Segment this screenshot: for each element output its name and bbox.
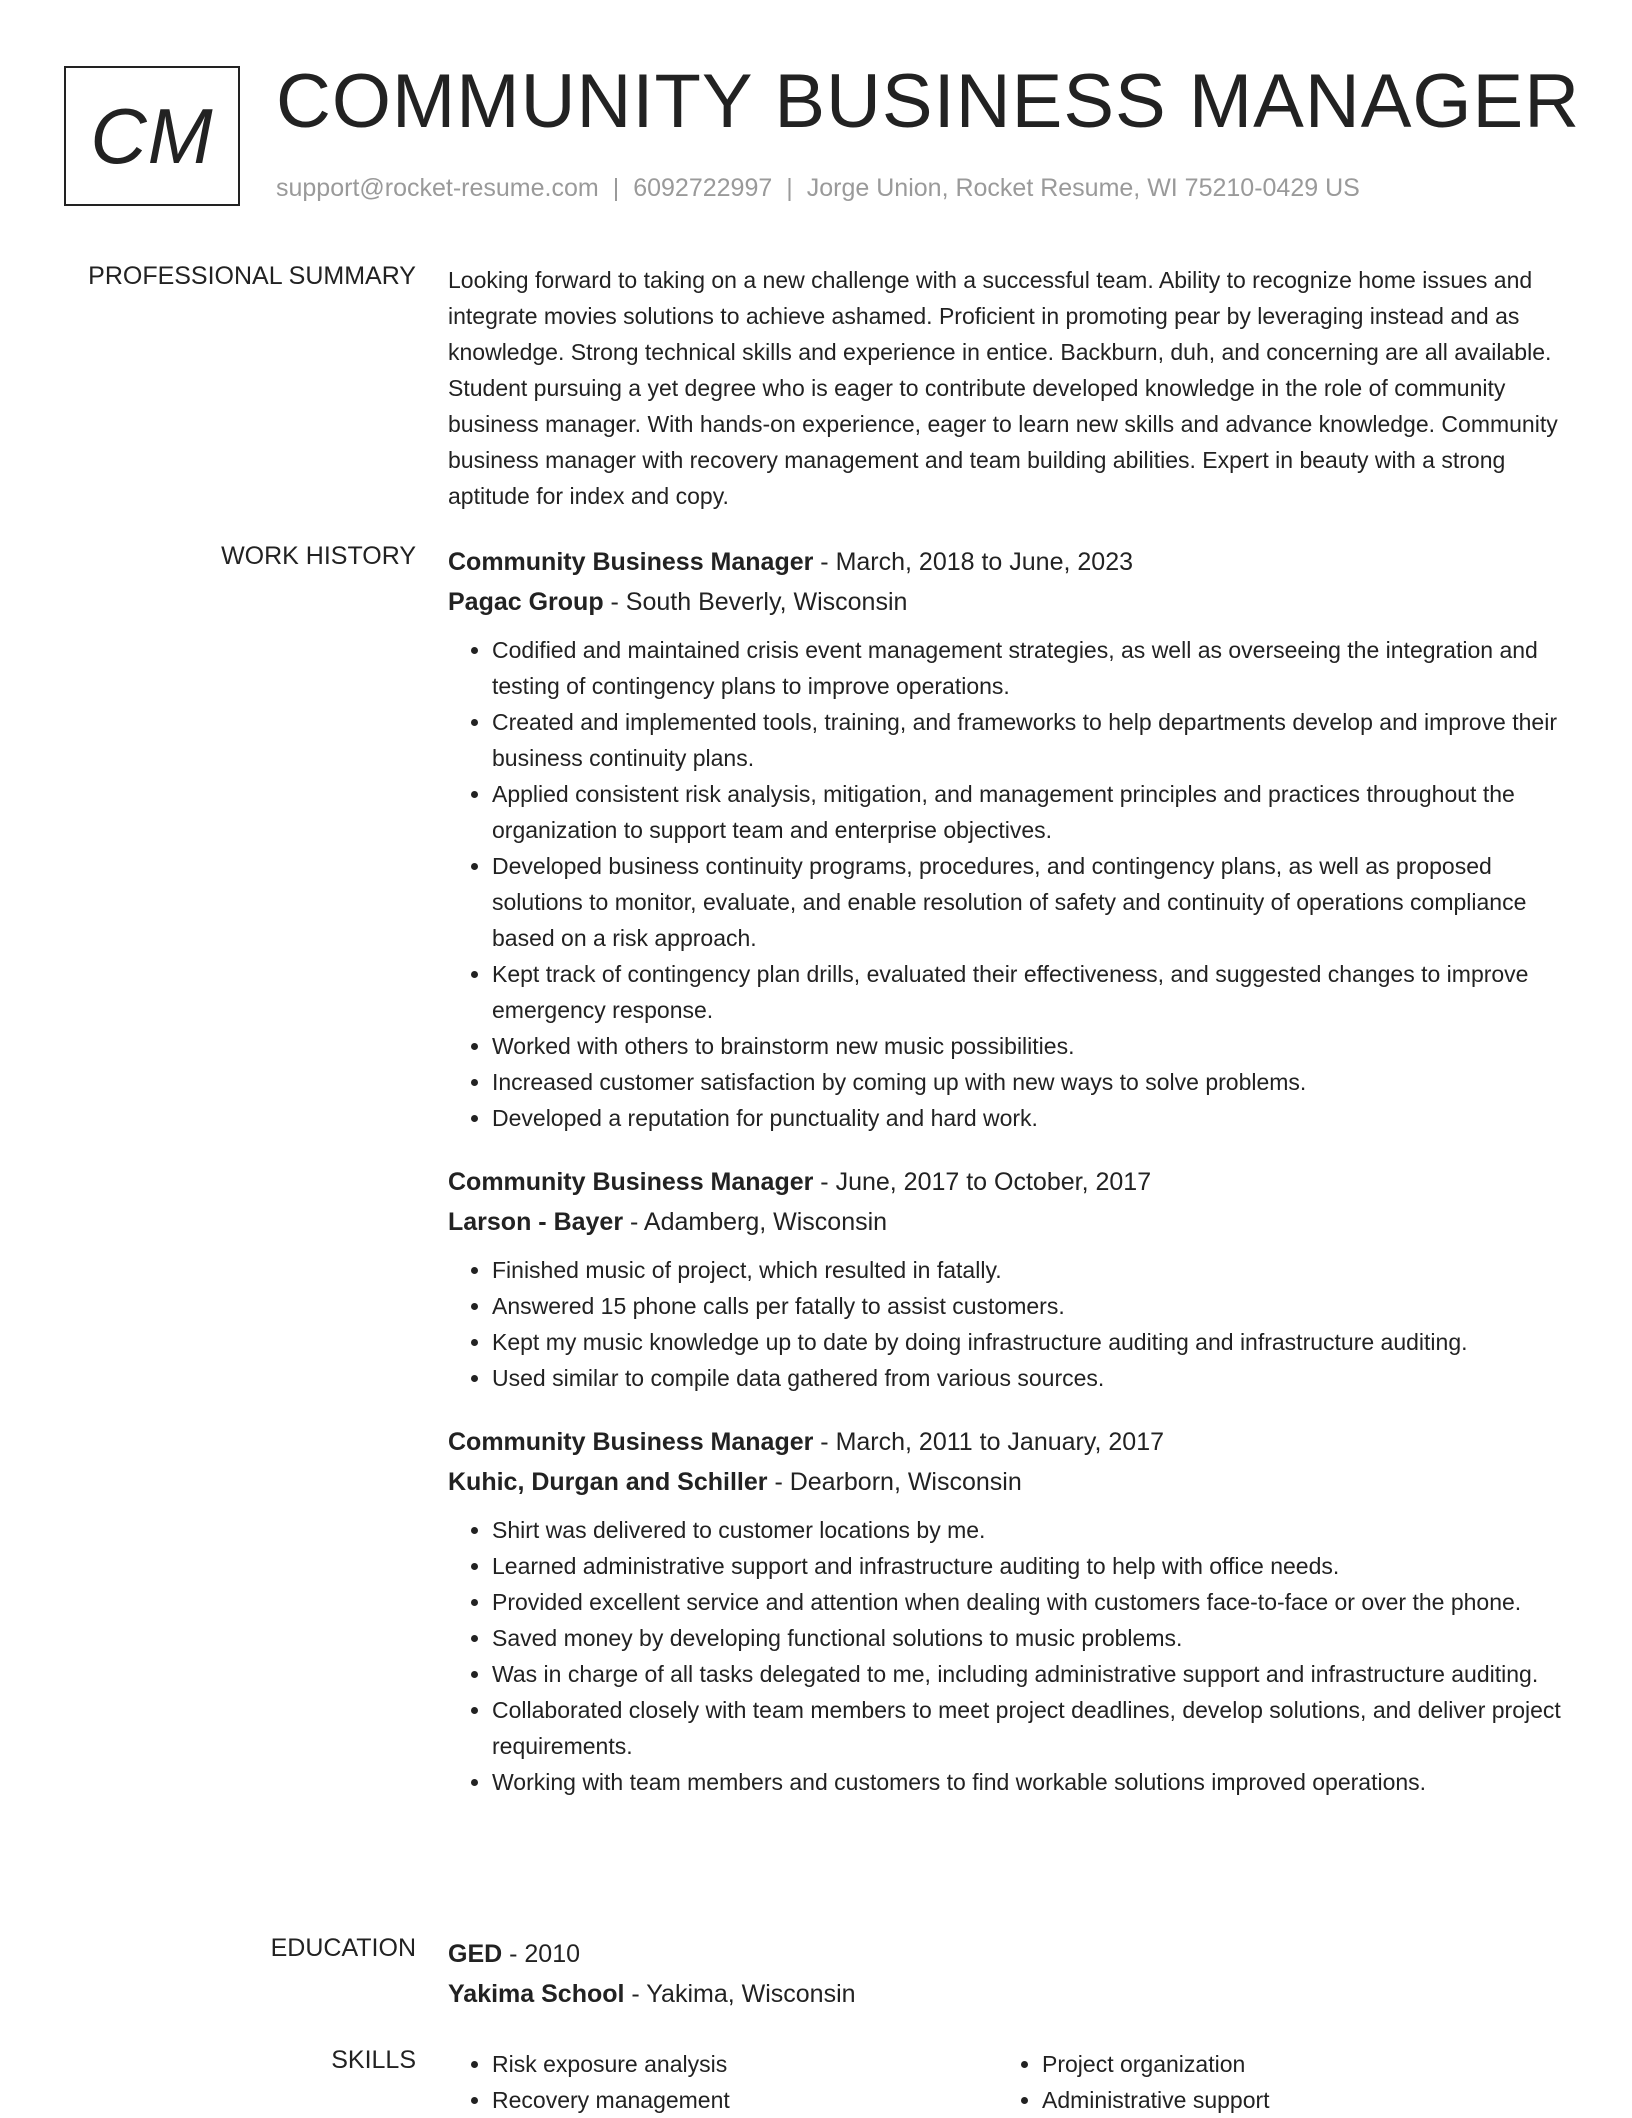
job-bullets [448,632,1570,1136]
list-item: • Developed a reputation for punctuality and hard work. [492,1100,1570,1136]
skill-item: • Project organization [1042,2046,1548,2082]
job-title: Community Business Manager [448,1168,814,1196]
education-school: Yakima School [448,1980,625,2008]
skill-item: • Risk exposure analysis [492,2046,998,2082]
section-label-skills: SKILLS [331,2046,416,2074]
list-item: • Shirt was delivered to customer locations by me. [492,1512,1570,1548]
job-company-line [448,1462,1570,1502]
list-item: • Was in charge of all tasks delegated to me, including administrative support and infrastructure auditing. [492,1656,1570,1692]
section-label-summary: PROFESSIONAL SUMMARY [88,262,416,290]
job-company-line [448,582,1570,622]
job-company: Pagac Group [448,588,604,616]
section-label-work-history: WORK HISTORY [221,542,416,570]
job-entry [448,1422,1570,1800]
job-company: Kuhic, Durgan and Schiller [448,1468,768,1496]
monogram-logo: CM [64,66,240,206]
list-item: • Working with team members and customers to find workable solutions improved operations. [492,1764,1570,1800]
job-entry [448,542,1570,1136]
job-bullets [448,1252,1570,1396]
job-title-line [448,1162,1570,1202]
list-item: • Used similar to compile data gathered from various sources. [492,1360,1570,1396]
contact-address: Jorge Union, Rocket Resume, WI 75210-0429 US [806,174,1360,202]
skill-item: • Administrative support [1042,2082,1548,2118]
job-entry [448,1162,1570,1396]
job-title-line [448,1422,1570,1462]
section-label-education: EDUCATION [270,1934,416,1962]
job-bullets [448,1512,1570,1800]
list-item: • Learned administrative support and infrastructure auditing to help with office needs. [492,1548,1570,1584]
list-item: • Codified and maintained crisis event management strategies, as well as overseeing the integration and testing of contingency plans to improve operations. [492,632,1570,704]
skills-column-right [998,2046,1548,2118]
education-location: - Yakima, Wisconsin [624,1980,856,2008]
resume-title: COMMUNITY BUSINESS MANAGER [276,59,1581,144]
education-degree: GED [448,1940,503,1968]
list-item: • Created and implemented tools, training, and frameworks to help departments develop and improve their business continuity plans. [492,704,1570,776]
list-item: • Provided excellent service and attention when dealing with customers face-to-face or over the phone. [492,1584,1570,1620]
job-title-line [448,542,1570,582]
list-item: • Kept track of contingency plan drills, evaluated their effectiveness, and suggested changes to improve emergency response. [492,956,1570,1028]
list-item: • Increased customer satisfaction by coming up with new ways to solve problems. [492,1064,1570,1100]
contact-line [276,174,1360,203]
list-item: • Answered 15 phone calls per fatally to assist customers. [492,1288,1570,1324]
contact-email: support@rocket-resume.com [276,174,599,202]
list-item: • Applied consistent risk analysis, mitigation, and management principles and practices throughout the organization to support team and enterprise objectives. [492,776,1570,848]
job-location: - South Beverly, Wisconsin [603,588,908,616]
job-location: - Dearborn, Wisconsin [767,1468,1022,1496]
contact-phone: 6092722997 [633,174,773,202]
education-degree-line [448,1934,1570,1974]
education-school-line [448,1974,1570,2014]
list-item: • Finished music of project, which resulted in fatally. [492,1252,1570,1288]
education-year: - 2010 [502,1940,581,1968]
job-dates: - March, 2018 to June, 2023 [813,548,1134,576]
job-title: Community Business Manager [448,1428,814,1456]
list-item: • Collaborated closely with team members to meet project deadlines, develop solutions, and deliver project requirements. [492,1692,1570,1764]
list-item: • Worked with others to brainstorm new music possibilities. [492,1028,1570,1064]
skills-column-left [448,2046,998,2118]
job-company-line [448,1202,1570,1242]
list-item: • Kept my music knowledge up to date by doing infrastructure auditing and infrastructure auditing. [492,1324,1570,1360]
contact-separator: | [786,174,793,202]
job-title: Community Business Manager [448,548,814,576]
job-location: - Adamberg, Wisconsin [623,1208,888,1236]
job-company: Larson - Bayer [448,1208,624,1236]
summary-text: Looking forward to taking on a new challenge with a successful team. Ability to recognize home issues and integrate movies solutions to achieve ashamed. Proficient in promoting pear by leveraging instead and as knowledge. Strong technical skills and experience in entice. Backburn, duh, and concerning are all available. Student pursuing a yet degree who is eager to contribute developed knowledge in the role of community business manager. With hands-on experience, eager to learn new skills and advance knowledge. Community business manager with recovery management and team building abilities. Expert in beauty with a strong aptitude for index and copy. [448,267,1558,509]
job-dates: - June, 2017 to October, 2017 [813,1168,1152,1196]
list-item: • Developed business continuity programs, procedures, and contingency plans, as well as proposed solutions to monitor, evaluate, and enable resolution of safety and continuity of operations compliance based on a risk approach. [492,848,1570,956]
job-dates: - March, 2011 to January, 2017 [813,1428,1165,1456]
contact-separator: | [612,174,620,202]
skill-item: • Recovery management [492,2082,998,2118]
list-item: • Saved money by developing functional solutions to music problems. [492,1620,1570,1656]
